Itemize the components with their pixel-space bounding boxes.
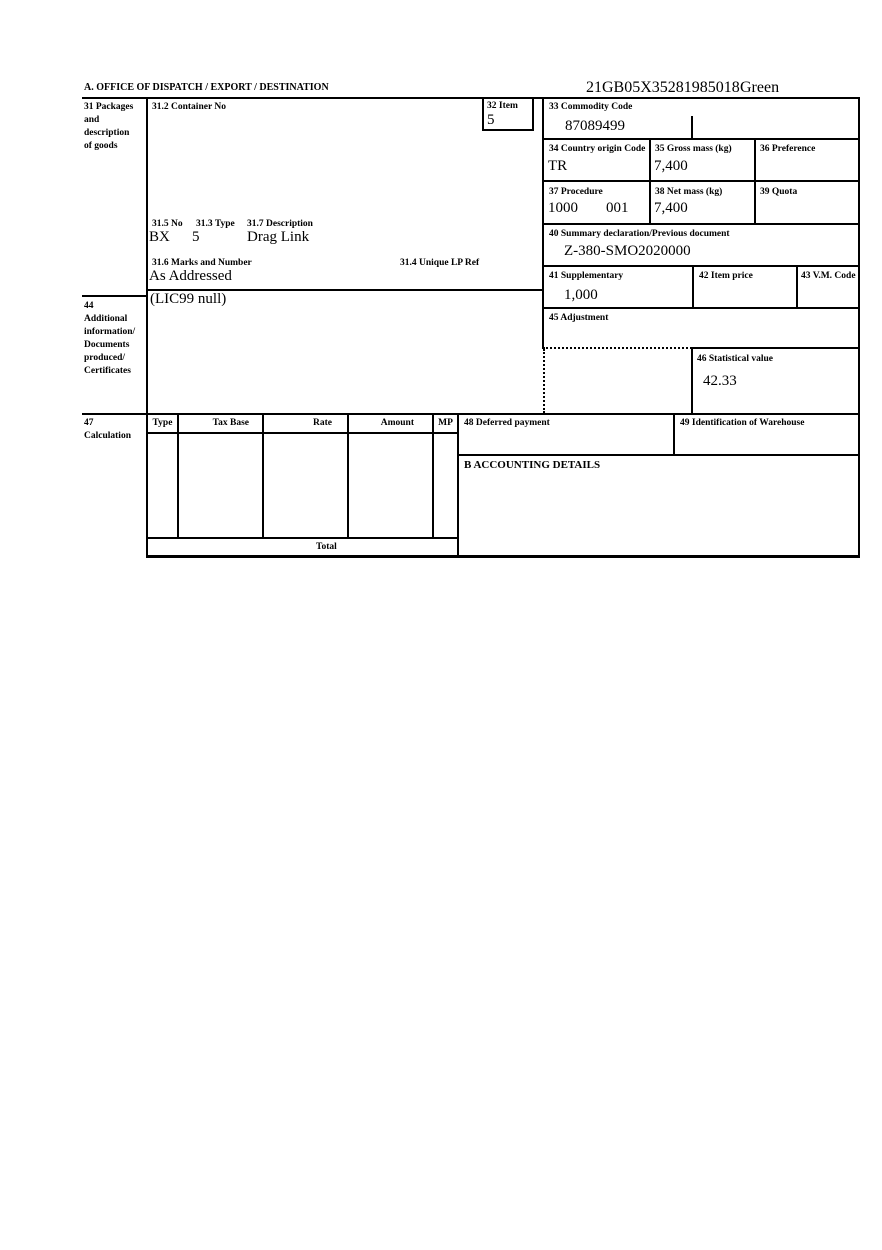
- movement-reference-number: 21GB05X35281985018: [586, 79, 740, 96]
- box41-supplementary-units: 1,000: [564, 287, 598, 303]
- box31-3-label: 31.3 Type: [196, 219, 235, 229]
- box34-35-divider: [649, 138, 651, 225]
- box31-2-label: 31.2 Container No: [152, 102, 226, 112]
- box46-label: 46 Statistical value: [697, 354, 773, 364]
- box37-procedure-sub-code: 001: [606, 200, 629, 216]
- box44-label: 44 Additional information/ Documents produced/ Certificates: [84, 301, 136, 376]
- box41-label: 41 Supplementary: [549, 271, 624, 281]
- box46-top-border: [691, 347, 860, 349]
- calc-col4-divider: [432, 413, 434, 539]
- box31-5-packages-no: BX: [149, 229, 170, 245]
- box33-label: 33 Commodity Code: [549, 102, 633, 112]
- accounting-details-label: B ACCOUNTING DETAILS: [464, 459, 601, 471]
- box31-5-label: 31.5 No: [152, 219, 183, 229]
- box36-label: 36 Preference: [760, 144, 816, 154]
- calc-col-rate-header: Rate: [313, 418, 332, 428]
- box48-bottom-border: [458, 454, 860, 456]
- box32-item-number: 5: [487, 112, 495, 128]
- calc-col3-divider: [347, 413, 349, 539]
- box42-43-divider: [796, 265, 798, 309]
- calc-right-divider: [457, 413, 459, 558]
- box37-row-bottom-border: [543, 223, 860, 225]
- box33-commodity-code: 87089499: [565, 118, 625, 134]
- box31-7-goods-description: Drag Link: [247, 229, 310, 245]
- box40-bottom-border: [543, 265, 860, 267]
- calc-col1-divider: [177, 413, 179, 539]
- form-bottom-border: [147, 555, 860, 558]
- box43-label: 43 V.M. Code: [801, 271, 856, 281]
- box49-label: 49 Identification of Warehouse: [680, 418, 805, 428]
- box41-row-bottom-border: [543, 307, 860, 309]
- box44-extension-dotted-left: [543, 349, 545, 413]
- box32-left-border: [482, 97, 484, 131]
- box32-label: 32 Item: [487, 101, 518, 111]
- box31-label: 31 Packages and description of goods: [84, 102, 134, 151]
- box32-right-border: [532, 97, 534, 131]
- box41-42-divider: [692, 265, 694, 309]
- calc-body-bottom-border: [147, 537, 458, 539]
- calc-header-bottom-border: [147, 432, 458, 434]
- box35-label: 35 Gross mass (kg): [655, 144, 732, 154]
- box46-left-border: [691, 347, 693, 415]
- calc-col-amount-header: Amount: [380, 418, 414, 428]
- box46-statistical-value: 42.33: [703, 373, 737, 389]
- box33-bottom-border: [543, 138, 860, 140]
- box38-label: 38 Net mass (kg): [655, 187, 723, 197]
- calculation-row-top-border: [82, 413, 860, 415]
- box40-label: 40 Summary declaration/Previous document: [549, 229, 730, 239]
- box44-label-top-border: [82, 295, 147, 297]
- box31-4-label: 31.4 Unique LP Ref: [400, 258, 480, 268]
- box34-label: 34 Country origin Code: [549, 144, 646, 154]
- box34-row-bottom-border: [543, 180, 860, 182]
- routing-status: Green: [740, 79, 780, 96]
- box32-bottom-border: [483, 129, 534, 131]
- box48-label: 48 Deferred payment: [464, 418, 550, 428]
- box31-6-label: 31.6 Marks and Number: [152, 258, 252, 268]
- box37-procedure-code: 1000: [548, 200, 578, 216]
- box47-label: 47 Calculation: [84, 418, 131, 441]
- form-top-border: [82, 97, 860, 99]
- box44-additional-information: (LIC99 null): [150, 291, 227, 307]
- box42-label: 42 Item price: [699, 271, 753, 281]
- box37-label: 37 Procedure: [549, 187, 603, 197]
- section-a-title: A. OFFICE OF DISPATCH / EXPORT / DESTINATION: [84, 82, 329, 93]
- form-right-border: [858, 97, 860, 558]
- box39-label: 39 Quota: [760, 187, 798, 197]
- box31-3-package-type: 5: [192, 229, 200, 245]
- calc-col-mp-header: MP: [438, 418, 453, 428]
- box33-code-tick: [691, 116, 693, 140]
- calc-col-taxbase-header: Tax Base: [212, 418, 249, 428]
- label-column-divider: [146, 97, 148, 558]
- calc-col2-divider: [262, 413, 264, 539]
- box31-6-marks-number: As Addressed: [149, 268, 232, 284]
- calc-total-label: Total: [316, 542, 337, 552]
- box35-36-divider: [754, 138, 756, 225]
- box35-gross-mass: 7,400: [654, 158, 688, 174]
- center-divider: [542, 97, 544, 349]
- calc-col-type-header: Type: [152, 418, 173, 428]
- box40-previous-document: Z-380-SMO2020000: [564, 243, 691, 259]
- box48-49-divider: [673, 413, 675, 456]
- box34-country-origin-code: TR: [548, 158, 568, 174]
- box38-net-mass: 7,400: [654, 200, 688, 216]
- box45-label: 45 Adjustment: [549, 313, 609, 323]
- box31-7-label: 31.7 Description: [247, 219, 313, 229]
- box44-extension-dotted-top: [543, 347, 692, 349]
